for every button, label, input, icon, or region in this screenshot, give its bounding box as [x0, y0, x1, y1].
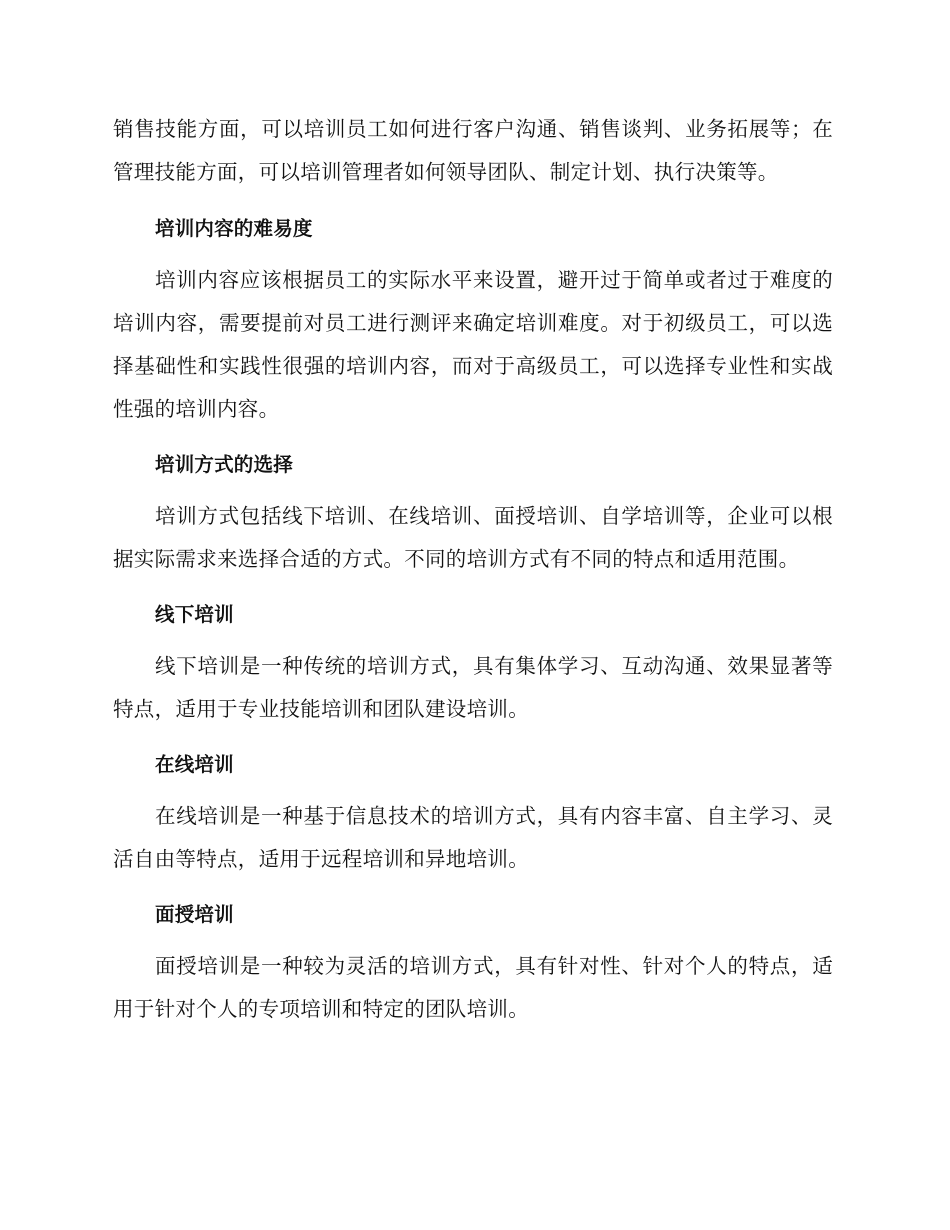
section-heading-difficulty: 培训内容的难易度 [155, 217, 313, 240]
section-heading-face-to-face: 面授培训 [155, 903, 234, 926]
section-heading-method-choice: 培训方式的选择 [155, 453, 293, 476]
section-body-online: 在线培训是一种基于信息技术的培训方式，具有内容丰富、自主学习、灵活自由等特点，适用于远程培训和异地培训。 [113, 804, 833, 871]
section-body-difficulty: 培训内容应该根据员工的实际水平来设置，避开过于简单或者过于难度的培训内容，需要提前对员工进行测评来确定培训难度。对于初级员工，可以选择基础性和实践性很强的培训内容，而对于高级员工，可以选择专业性和实战性强的培训内容。 [113, 268, 833, 421]
section-body-method-choice: 培训方式包括线下培训、在线培训、面授培训、自学培训等，企业可以根据实际需求来选择合适的方式。不同的培训方式有不同的特点和适用范围。 [113, 504, 833, 571]
section-body-offline: 线下培训是一种传统的培训方式，具有集体学习、互动沟通、效果显著等特点，适用于专业技能培训和团队建设培训。 [113, 654, 833, 721]
section-heading-online: 在线培训 [155, 753, 234, 776]
section-heading-offline: 线下培训 [155, 603, 234, 626]
document-body [113, 108, 833, 1031]
intro-paragraph: 销售技能方面，可以培训员工如何进行客户沟通、销售谈判、业务拓展等；在管理技能方面，可以培训管理者如何领导团队、制定计划、执行决策等。 [113, 117, 833, 184]
section-body-face-to-face: 面授培训是一种较为灵活的培训方式，具有针对性、针对个人的特点，适用于针对个人的专项培训和特定的团队培训。 [113, 954, 833, 1021]
